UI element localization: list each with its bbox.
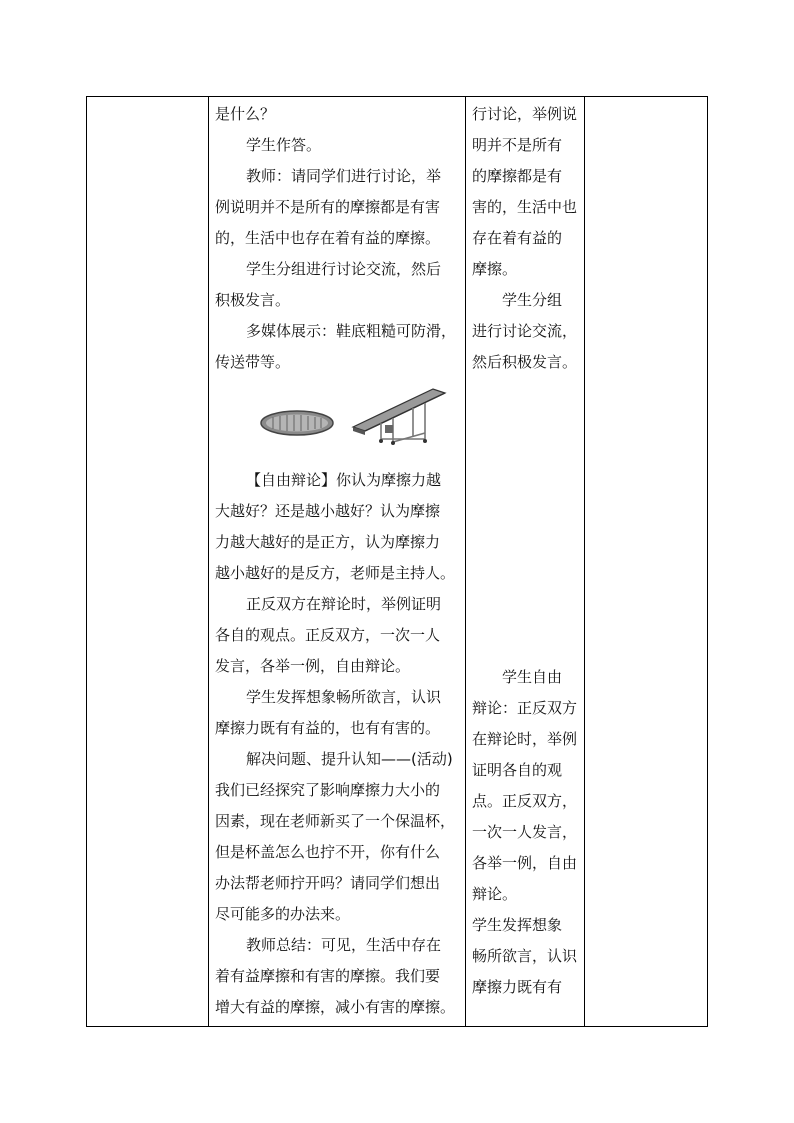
text-line: 点。正反双方， [472, 792, 578, 810]
text-line: 传送带等。 [215, 353, 291, 371]
text-line: 学生发挥想象 [472, 916, 563, 934]
text-line: 一次一人发言， [472, 823, 578, 841]
text-line: 着有益摩擦和有害的摩擦。我们要 [215, 967, 441, 985]
text-line: 办法帮老师拧开吗？请同学们想出 [215, 874, 441, 892]
text-line: 证明各自的观 [472, 761, 563, 779]
text-line: 多媒体展示：鞋底粗糙可防滑， [246, 322, 457, 340]
text-line: 各自的观点。正反双方，一次一人 [215, 626, 441, 644]
text-line: 大越好？还是越小越好？认为摩擦 [215, 502, 441, 520]
text-line: 明并不是所有 [472, 136, 563, 154]
text-line: 例说明并不是所有的摩擦都是有害 [215, 198, 441, 216]
text-line: 行讨论，举例说 [472, 105, 578, 123]
text-line: 的，生活中也存在着有益的摩擦。 [215, 229, 441, 247]
text-line: 害的，生活中也 [472, 198, 578, 216]
text-line: 解决问题、提升认知——(活动) [246, 750, 453, 768]
text-line: 进行讨论交流， [472, 322, 578, 340]
text-line: 因素，现在老师新买了一个保温杯， [215, 812, 456, 830]
conveyor-belt-image [351, 387, 447, 445]
text-line: 是什么？ [215, 105, 276, 123]
text-line: 摩擦力既有有益的，也有有害的。 [215, 719, 441, 737]
shoe-sole-image [259, 408, 335, 438]
text-line: 辩论：正反双方 [472, 699, 578, 717]
text-line: 但是杯盖怎么也拧不开，你有什么 [215, 843, 441, 861]
text-line: 学生发挥想象畅所欲言，认识 [246, 688, 442, 706]
text-line: 各举一例，自由 [472, 854, 578, 872]
text-line: 摩擦力既有有 [472, 978, 563, 996]
text-line: 学生作答。 [246, 136, 322, 154]
text-line: 然后积极发言。 [472, 353, 578, 371]
text-line: 摩擦。 [472, 260, 518, 278]
column-divider [465, 97, 466, 1026]
text-line: 尽可能多的办法来。 [215, 905, 351, 923]
text-line: 存在着有益的 [472, 229, 563, 247]
text-line: 在辩论时，举例 [472, 730, 578, 748]
text-line: 的摩擦都是有 [472, 167, 563, 185]
student-activity-column [468, 97, 582, 1026]
text-line: 发言，各举一例，自由辩论。 [215, 657, 411, 675]
text-line: 学生自由 [502, 668, 563, 686]
text-line: 教师：请同学们进行讨论，举 [246, 167, 442, 185]
text-line: 我们已经探究了影响摩擦力大小的 [215, 781, 441, 799]
column-divider [584, 97, 585, 1026]
text-line: 畅所欲言，认识 [472, 947, 578, 965]
text-line: 正反双方在辩论时，举例证明 [246, 595, 442, 613]
text-line: 学生分组进行讨论交流，然后 [246, 260, 442, 278]
lesson-table [86, 96, 708, 1027]
text-line: 力越大越好的是正方，认为摩擦力 [215, 533, 441, 551]
text-line: 【自由辩论】你认为摩擦力越 [246, 471, 442, 489]
text-line: 学生分组 [502, 291, 563, 309]
text-line: 辩论。 [472, 885, 518, 903]
text-line: 教师总结：可见，生活中存在 [246, 936, 442, 954]
text-line: 增大有益的摩擦，减小有害的摩擦。 [215, 998, 456, 1016]
text-line: 越小越好的是反方，老师是主持人。 [215, 564, 456, 582]
teacher-activity-column [209, 97, 462, 1026]
text-line: 积极发言。 [215, 291, 291, 309]
